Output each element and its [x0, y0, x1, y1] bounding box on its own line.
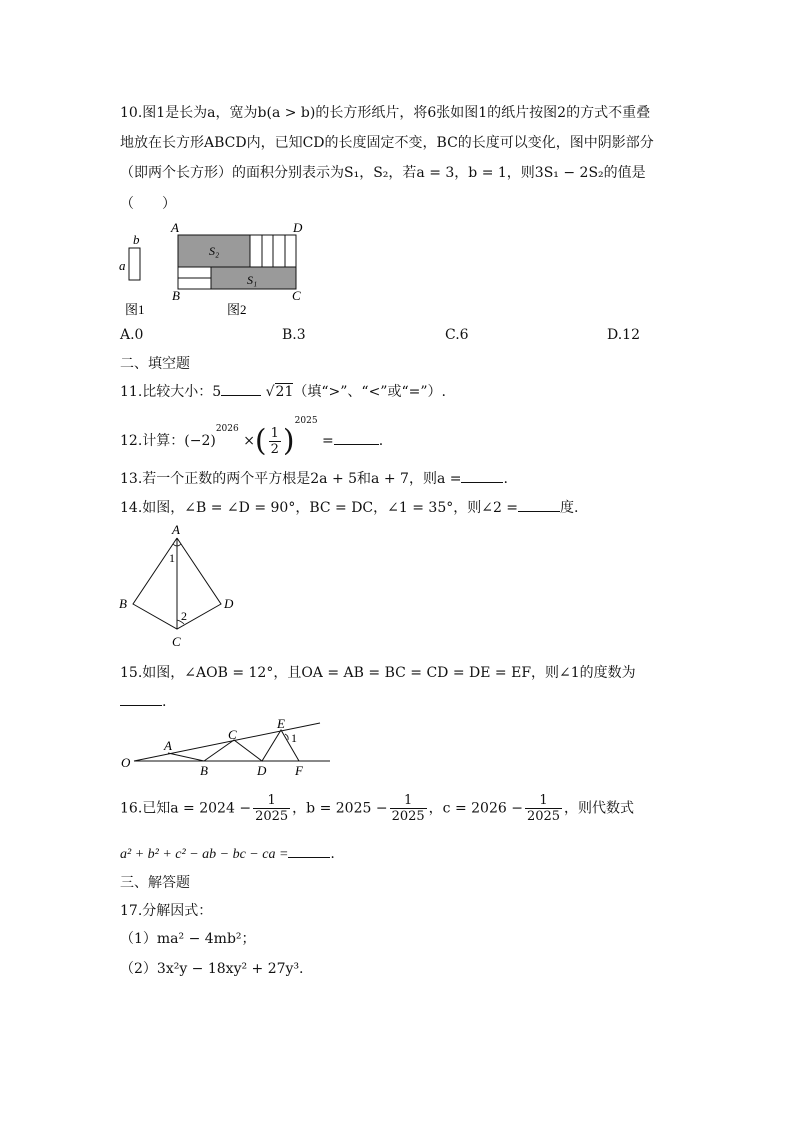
q15-label-C: C — [228, 727, 237, 742]
q12-base: (−2) — [184, 433, 216, 449]
q11-blank — [221, 381, 261, 396]
q10-line2: 地放在长方形ABCD内，已知CD的长度固定不变，BC的长度可以变化，图中阴影部分 — [120, 135, 654, 151]
option-a: A.0 — [120, 327, 144, 343]
q14-figure — [110, 520, 410, 650]
q17-part1: （1）ma² − 4mb²； — [120, 931, 256, 947]
q15-label-O: O — [121, 755, 131, 770]
q12: 12.计算：$(-2)^{2026}$ ×( $\frac{1}{2}$ )$^{2025}$ = . — [120, 416, 384, 459]
q14-label-C: C — [172, 634, 181, 649]
q12-pre: 12.计算： — [120, 433, 185, 449]
option-b: B.3 — [282, 327, 306, 343]
q16-frac-a: $\frac{1}{2025}$ — [255, 793, 289, 824]
q13-text: 13.若一个正数的两个平方根是2a + 5和a + 7，则a = — [120, 471, 462, 487]
q16-frac-c: $\frac{1}{2025}$ — [526, 793, 561, 824]
q14-blank — [518, 497, 560, 512]
fig2-label-s2: S₂ — [209, 244, 220, 258]
q10-answer-paren: （ ） — [120, 196, 176, 212]
q14: 14.如图，∠B = ∠D = 90°，BC = DC，∠1 = 35°，则∠2 = 度. — [120, 497, 579, 517]
q15-blank-line: . — [120, 691, 166, 710]
q16 — [120, 793, 634, 824]
fig2-label-D: D — [293, 220, 303, 235]
q12-exp1: 2026 — [215, 424, 239, 434]
fig2-label-A: A — [171, 220, 179, 235]
fig1-rect — [129, 248, 140, 280]
q10-line3: （即两个长方形）的面积分别表示为S₁，S₂，若a = 3，b = 1，则3S₁ − 2S₂的值是 — [120, 165, 646, 181]
q16-blank — [288, 843, 330, 858]
q15-label-F: F — [295, 763, 303, 778]
q11-pre: 11.比较大小：5 — [120, 384, 222, 400]
q13: 13.若一个正数的两个平方根是2a + 5和a + 7，则a = . — [120, 468, 508, 488]
section-3-heading: 三、解答题 — [120, 875, 190, 891]
q12-equals: = — [322, 433, 334, 449]
q11-sqrt: √21 — [265, 384, 294, 400]
q14-label-A: A — [172, 522, 180, 537]
q15-label-D: D — [257, 763, 267, 778]
q16-c: ，c = 2026 − — [428, 800, 523, 817]
q11-post: （填“>”、“<”或“=”）. — [293, 384, 446, 400]
fig2-label-B: B — [172, 288, 180, 303]
q12-fraction: $\frac{1}{2}$ — [270, 425, 279, 457]
fig1-caption: 图1 — [125, 302, 145, 317]
q10-line1: 10.图1是长为a，宽为b(a > b)的长方形纸片，将6张如图1的纸片按图2的方式不重叠 — [120, 105, 651, 121]
q15-label-E: E — [277, 716, 285, 731]
fig2-label-s1: S₁ — [247, 273, 258, 287]
q15-label-B: B — [200, 763, 208, 778]
q16-tail: ，则代数式 — [564, 800, 635, 817]
fig2-caption: 图2 — [227, 302, 247, 317]
q16-a: 16.已知a = 2024 − — [120, 800, 252, 817]
q15-angle-1: 1 — [291, 731, 297, 745]
q14-text: 14.如图，∠B = ∠D = 90°，BC = DC，∠1 = 35°，则∠2 = — [120, 500, 519, 516]
q11-radicand: 21 — [275, 384, 294, 400]
fig2-label-C: C — [292, 288, 301, 303]
q14-label-B: B — [119, 596, 127, 611]
q11 — [120, 381, 446, 401]
q16-b: ，b = 2025 − — [292, 800, 388, 817]
q14-label-D: D — [224, 596, 234, 611]
q10-figures — [0, 220, 794, 330]
q17-part2: （2）3x²y − 18xy² + 27y³. — [120, 961, 304, 977]
q13-blank — [461, 468, 503, 483]
section-2-heading: 二、填空题 — [120, 356, 190, 372]
q12-blank — [334, 430, 379, 445]
q16-expression: a² + b² + c² − ab − bc − ca = — [120, 847, 289, 862]
q16-expr: a² + b² + c² − ab − bc − ca = . — [120, 843, 335, 863]
q14-angle-2: 2 — [181, 609, 187, 623]
q14-angle-1: 1 — [169, 551, 175, 565]
fig1-label-a: a — [119, 258, 126, 273]
q16-frac-b: $\frac{1}{2025}$ — [391, 793, 425, 824]
option-c: C.6 — [445, 327, 469, 343]
q15-blank — [120, 691, 162, 706]
q12-exp2: 2025 — [294, 416, 318, 426]
q15-label-A: A — [164, 738, 172, 753]
q17-title: 17.分解因式： — [120, 903, 213, 919]
option-d: D.12 — [607, 327, 640, 343]
q15-figure — [110, 712, 410, 782]
q15-text: 15.如图，∠AOB = 12°，且OA = AB = BC = CD = DE = EF，则∠1的度数为 — [120, 665, 636, 681]
fig1-label-b: b — [133, 232, 140, 247]
